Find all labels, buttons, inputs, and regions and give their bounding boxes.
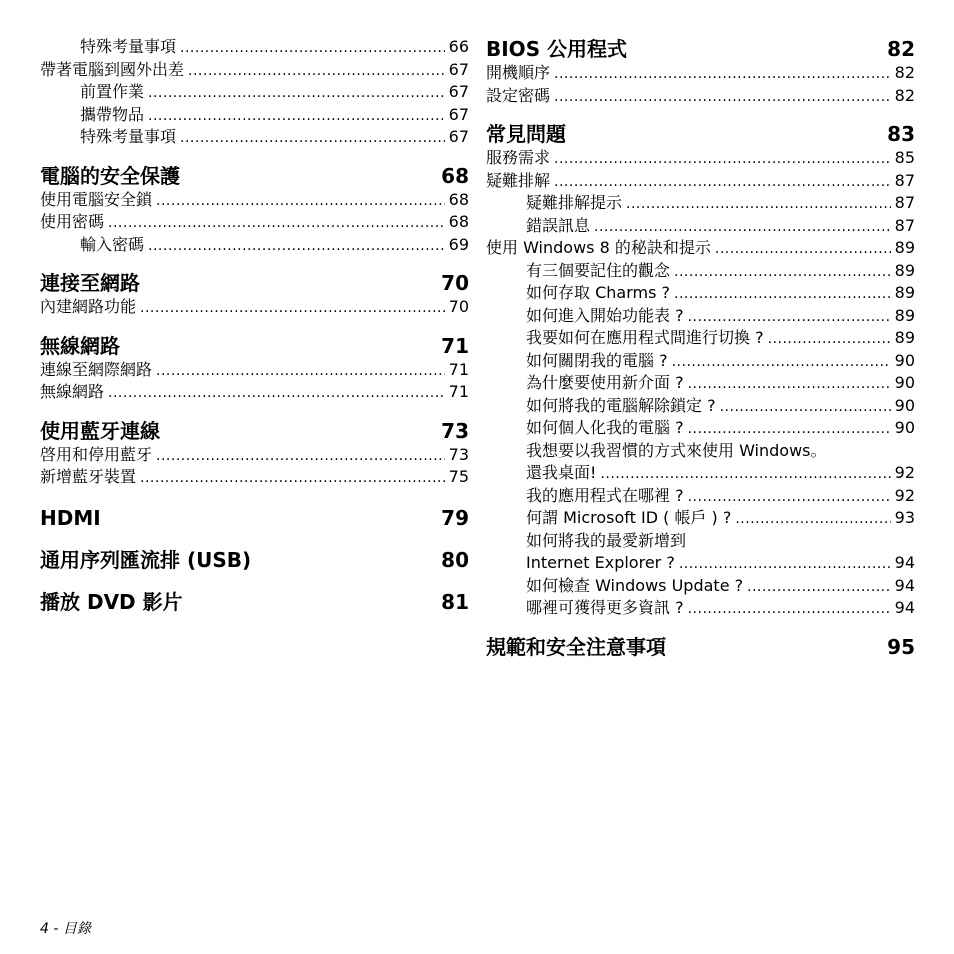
toc-section-heading[interactable] bbox=[40, 589, 469, 615]
toc-entry-label: 如何個人化我的電腦 ? bbox=[526, 418, 684, 437]
toc-entry-label: 無線網路 bbox=[40, 382, 105, 401]
toc-entry[interactable] bbox=[486, 462, 915, 485]
toc-entry[interactable] bbox=[486, 282, 915, 305]
toc-entry-label: 如何進入開始功能表 ? bbox=[526, 305, 684, 325]
toc-entry-label: 何謂 Microsoft ID ( 帳戶 ) ? bbox=[526, 508, 732, 527]
toc-dot-leader bbox=[148, 105, 445, 128]
toc-entry[interactable] bbox=[486, 575, 915, 598]
toc-entry-label: 疑難排解提示 bbox=[526, 193, 623, 212]
toc-entry[interactable] bbox=[486, 485, 915, 508]
toc-dot-leader bbox=[600, 463, 890, 486]
toc-entry-label: 特殊考量事項 bbox=[80, 37, 177, 56]
toc-page-number: 67 bbox=[448, 82, 469, 101]
toc-entry-label: 如何檢查 Windows Update ? bbox=[526, 575, 744, 595]
toc-section-heading[interactable] bbox=[486, 634, 915, 660]
toc-dot-leader bbox=[156, 190, 445, 213]
toc-page-number: 93 bbox=[894, 508, 915, 527]
toc-dot-leader bbox=[188, 60, 445, 83]
toc-entry-label: 如何將我的最愛新增到 bbox=[526, 530, 687, 550]
toc-section-page: 79 bbox=[441, 505, 469, 530]
toc-entry[interactable] bbox=[40, 189, 469, 212]
toc-page-number: 90 bbox=[894, 418, 915, 437]
toc-dot-leader bbox=[720, 396, 891, 419]
toc-page-number: 89 bbox=[894, 238, 915, 257]
toc-entry[interactable] bbox=[486, 305, 915, 328]
toc-entry[interactable] bbox=[486, 552, 915, 575]
toc-page-number: 90 bbox=[894, 373, 915, 392]
toc-section-title: 通用序列匯流排 (USB) bbox=[40, 547, 252, 572]
toc-dot-leader bbox=[180, 127, 445, 150]
toc-entry[interactable] bbox=[486, 260, 915, 283]
toc-dot-leader bbox=[679, 553, 891, 576]
toc-dot-leader bbox=[554, 171, 891, 194]
toc-section-page: 70 bbox=[441, 271, 469, 295]
toc-dot-leader bbox=[674, 283, 891, 306]
toc-entry-label: 如何將我的電腦解除鎖定 ? bbox=[526, 395, 716, 415]
toc-entry-label: 服務需求 bbox=[486, 148, 551, 167]
toc-dot-leader bbox=[688, 486, 891, 509]
toc-section-page: 82 bbox=[887, 37, 915, 61]
toc-entry-label: 我要如何在應用程式間進行切換 ? bbox=[526, 328, 764, 347]
toc-entry-label: 使用密碼 bbox=[40, 212, 105, 231]
toc-entry[interactable] bbox=[40, 81, 469, 104]
toc-entry[interactable] bbox=[486, 85, 915, 108]
toc-entry[interactable] bbox=[40, 466, 469, 489]
toc-entry[interactable] bbox=[486, 395, 915, 418]
toc-entry-label: 開機順序 bbox=[486, 63, 551, 82]
toc-dot-leader bbox=[674, 261, 891, 284]
toc-entry[interactable] bbox=[486, 440, 915, 463]
toc-entry-label: 帶著電腦到國外出差 bbox=[40, 59, 185, 79]
toc-page-number: 69 bbox=[448, 234, 469, 254]
toc-dot-leader bbox=[715, 238, 891, 261]
toc-entry[interactable] bbox=[40, 59, 469, 82]
toc-entry-label: 啓用和停用藍牙 bbox=[40, 444, 153, 464]
toc-page-number: 90 bbox=[894, 350, 915, 370]
toc-entry[interactable] bbox=[486, 417, 915, 440]
toc-section-title: 常見問題 bbox=[486, 122, 566, 146]
toc-dot-leader bbox=[108, 382, 445, 405]
toc-dot-leader bbox=[148, 82, 445, 105]
toc-page-number: 87 bbox=[894, 193, 915, 212]
toc-entry-label: 特殊考量事項 bbox=[80, 127, 177, 146]
toc-entry[interactable] bbox=[40, 296, 469, 319]
toc-entry-label: 如何關閉我的電腦 ? bbox=[526, 350, 668, 370]
toc-dot-leader bbox=[688, 418, 891, 441]
toc-entry[interactable] bbox=[486, 192, 915, 215]
toc-dot-leader bbox=[148, 235, 445, 258]
toc-entry-label: 我的應用程式在哪裡 ? bbox=[526, 485, 684, 505]
toc-page-number: 90 bbox=[894, 395, 915, 415]
toc-entry-label: 我想要以我習慣的方式來使用 Windows。 bbox=[526, 440, 827, 460]
toc-dot-leader bbox=[554, 63, 891, 86]
toc-dot-leader bbox=[688, 306, 891, 329]
toc-page-number: 71 bbox=[448, 359, 469, 379]
toc-dot-leader bbox=[768, 328, 891, 351]
toc-entry[interactable] bbox=[486, 597, 915, 620]
toc-page-number: 66 bbox=[448, 37, 469, 56]
toc-page-number: 92 bbox=[894, 463, 915, 482]
toc-entry[interactable] bbox=[40, 211, 469, 234]
toc-page-number: 68 bbox=[448, 189, 469, 209]
toc-dot-leader bbox=[554, 148, 891, 171]
toc-entry[interactable] bbox=[40, 359, 469, 382]
toc-section-title: BIOS 公用程式 bbox=[486, 37, 628, 61]
toc-entry[interactable] bbox=[40, 234, 469, 257]
toc-section-title: 無線網路 bbox=[40, 333, 120, 358]
toc-page-number: 68 bbox=[448, 212, 469, 231]
toc-section-heading[interactable] bbox=[40, 505, 469, 531]
toc-page-number: 92 bbox=[894, 485, 915, 505]
toc-section-page: 81 bbox=[441, 589, 469, 614]
toc-dot-leader bbox=[747, 576, 891, 599]
toc-section-heading[interactable] bbox=[40, 163, 469, 189]
toc-dot-leader bbox=[140, 297, 445, 320]
toc-entry[interactable] bbox=[486, 507, 915, 530]
toc-entry[interactable] bbox=[40, 381, 469, 404]
toc-page-number: 94 bbox=[894, 598, 915, 617]
toc-section-title: 電腦的安全保護 bbox=[40, 163, 180, 188]
toc-entry[interactable] bbox=[40, 104, 469, 127]
toc-section-heading[interactable] bbox=[486, 36, 915, 62]
toc-section-page: 95 bbox=[887, 634, 915, 659]
toc-section-page: 71 bbox=[441, 333, 469, 358]
toc-section-title: HDMI bbox=[40, 505, 101, 530]
toc-entry[interactable] bbox=[486, 327, 915, 350]
toc-entry[interactable] bbox=[486, 62, 915, 85]
toc-entry[interactable] bbox=[40, 444, 469, 467]
toc-entry[interactable] bbox=[486, 530, 915, 553]
toc-right-column bbox=[486, 36, 915, 660]
toc-entry[interactable] bbox=[486, 215, 915, 238]
toc-page-number: 94 bbox=[894, 575, 915, 595]
toc-dot-leader bbox=[180, 37, 445, 60]
toc-entry-label: 設定密碼 bbox=[486, 85, 551, 105]
toc-page-number: 67 bbox=[448, 59, 469, 79]
toc-entry-label: 使用 Windows 8 的秘訣和提示 bbox=[486, 238, 711, 257]
toc-section-title: 使用藍牙連線 bbox=[40, 418, 160, 443]
toc-entry[interactable] bbox=[486, 170, 915, 193]
toc-entry-label: 連線至網際網路 bbox=[40, 359, 153, 379]
toc-entry-label: 有三個要記住的觀念 bbox=[526, 260, 671, 280]
toc-dot-leader bbox=[594, 216, 891, 239]
toc-section-heading[interactable] bbox=[40, 418, 469, 444]
toc-page-number: 67 bbox=[448, 104, 469, 124]
toc-entry-label: 如何存取 Charms ? bbox=[526, 283, 671, 302]
toc-entry[interactable] bbox=[486, 237, 915, 260]
toc-dot-leader bbox=[554, 86, 891, 109]
toc-entry-label: 輸入密碼 bbox=[80, 234, 145, 254]
toc-page-number: 82 bbox=[894, 63, 915, 82]
toc-entry-label: 攜帶物品 bbox=[80, 104, 145, 124]
toc-section-page: 68 bbox=[441, 163, 469, 188]
page-footer: 4 - 目錄 bbox=[40, 921, 91, 937]
toc-entry[interactable] bbox=[486, 350, 915, 373]
toc-page-number: 87 bbox=[894, 215, 915, 235]
toc-page-number: 73 bbox=[448, 444, 469, 464]
toc-page-number: 89 bbox=[894, 328, 915, 347]
toc-section-heading[interactable] bbox=[40, 270, 469, 296]
toc-page-number: 89 bbox=[894, 260, 915, 280]
toc-page-number: 75 bbox=[448, 467, 469, 486]
toc-page-number: 89 bbox=[894, 305, 915, 325]
toc-dot-leader bbox=[156, 445, 445, 468]
toc-entry-label: 使用電腦安全鎖 bbox=[40, 189, 153, 209]
toc-left-column bbox=[40, 36, 469, 615]
toc-dot-leader bbox=[626, 193, 891, 216]
toc-section-heading[interactable] bbox=[486, 121, 915, 147]
toc-section-page: 80 bbox=[441, 547, 469, 572]
toc-section-heading[interactable] bbox=[40, 547, 469, 573]
toc-page-number: 71 bbox=[448, 382, 469, 401]
toc-entry-label: 內建網路功能 bbox=[40, 297, 137, 316]
toc-dot-leader bbox=[108, 212, 445, 235]
toc-dot-leader bbox=[735, 508, 890, 531]
toc-section-title: 播放 DVD 影片 bbox=[40, 589, 183, 614]
toc-entry-label: 為什麼要使用新介面 ? bbox=[526, 373, 684, 392]
toc-page-number: 70 bbox=[448, 297, 469, 316]
toc-page-number: 67 bbox=[448, 127, 469, 146]
toc-dot-leader bbox=[672, 351, 891, 374]
toc-dot-leader bbox=[688, 598, 891, 621]
toc-section-page: 83 bbox=[887, 122, 915, 146]
toc-entry-label: 前置作業 bbox=[80, 82, 145, 101]
toc-section-page: 73 bbox=[441, 418, 469, 443]
toc-entry-label: 新增藍牙裝置 bbox=[40, 467, 137, 486]
toc-section-title: 規範和安全注意事項 bbox=[486, 634, 666, 659]
toc-page-number: 82 bbox=[894, 85, 915, 105]
toc-page-number: 89 bbox=[894, 283, 915, 302]
toc-page-number: 85 bbox=[894, 148, 915, 167]
toc-entry-label: 還我桌面! bbox=[526, 463, 597, 482]
toc-section-heading[interactable] bbox=[40, 333, 469, 359]
toc-section-title: 連接至網路 bbox=[40, 271, 140, 295]
toc-entry-label: Internet Explorer ? bbox=[526, 553, 675, 572]
toc-entry[interactable] bbox=[486, 372, 915, 395]
toc-entry-label: 錯誤訊息 bbox=[526, 215, 591, 235]
toc-dot-leader bbox=[688, 373, 891, 396]
toc-dot-leader bbox=[140, 467, 445, 490]
toc-entry[interactable] bbox=[486, 147, 915, 170]
toc-page-number: 87 bbox=[894, 170, 915, 190]
toc-entry-label: 哪裡可獲得更多資訊 ? bbox=[526, 598, 684, 617]
toc-entry-label: 疑難排解 bbox=[486, 170, 551, 190]
toc-page-number: 94 bbox=[894, 553, 915, 572]
toc-dot-leader bbox=[156, 360, 445, 383]
toc-entry[interactable] bbox=[40, 36, 469, 59]
toc-entry[interactable] bbox=[40, 126, 469, 149]
